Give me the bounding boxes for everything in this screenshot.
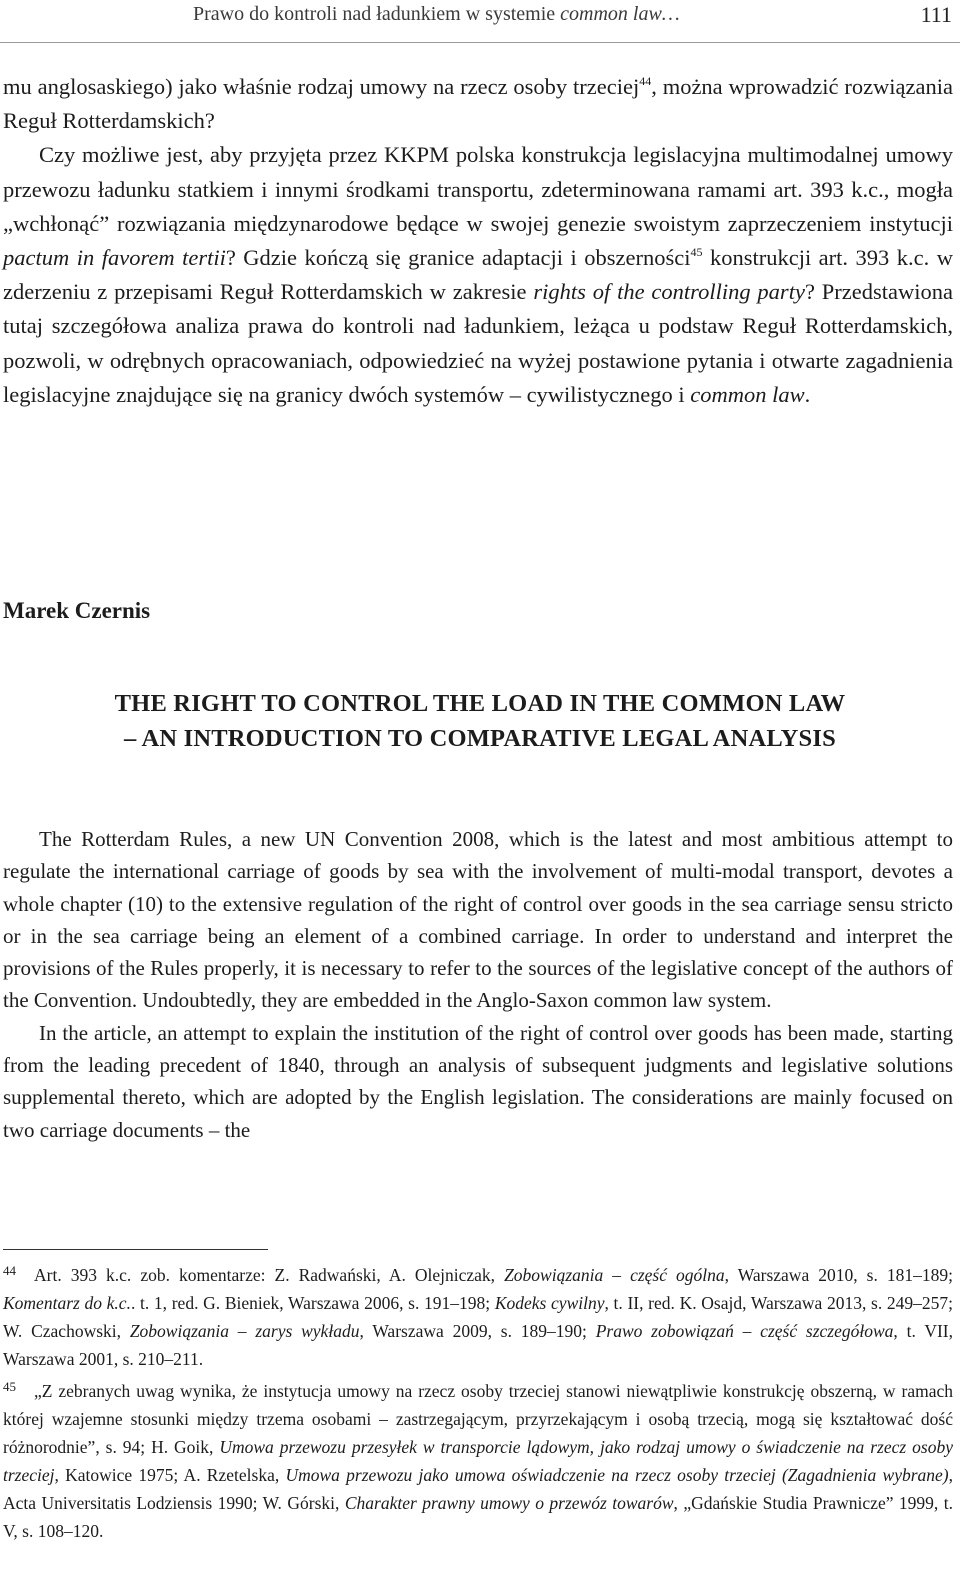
text-run: , t. VII, Warszawa 2001, s. 210–211. [3,1321,953,1369]
italic-term: common law [690,381,805,407]
text-run: „Z zebranych uwag wynika, że instytucja umowy na rzecz osoby trzeciej stanowi niewątpliwie konstrukcję obszerną, w ramach której wzajemne stosunki między trzema osobami – zastrzegającym, przyrzekającym i osobą trzecią, mogą się kształtować dość różnorodnie”, s. 94; H. Goik, [3,1381,953,1457]
title-line-2: – AN INTRODUCTION TO COMPARATIVE LEGAL ANALYSIS [124,725,836,752]
text-run: konstrukcji art. 393 k.c. w zderzeniu z przepisami Reguł Rotterdamskich w zakresie [3,245,953,305]
italic-title: Kodeks cywilny [494,1293,605,1313]
page-header [0,0,960,43]
footnotes [3,1257,953,1545]
italic-term: rights of the controlling party [533,279,805,305]
footnote-number: 44 [3,1263,16,1278]
running-title [193,3,680,26]
text-run: mu anglosaskiego) jako właśnie rodzaj umowy na rzecz osoby trzeciej [3,74,640,99]
text-run: , „Gdańskie Studia Prawnicze” 1999, t. V, s. 108–120. [3,1493,953,1541]
abstract-paragraph-2: In the article, an attempt to explain the institution of the right of control over goods has been made, starting from the leading precedent of 1840, through an analysis of subsequent judgments and legislative solutions supplemental thereto, which are adopted by the English legislation. The considerations are mainly focused on two carriage documents – the [3,1020,953,1142]
text-run: ? Przedstawiona tutaj szczegółowa analiza prawa do kontroli nad ładunkiem, leżąca u podstaw Reguł Rotterdamskich, pozwoli, w odrębnych opracowaniach, odpowiedzieć na wyżej postawione pytania i otwarte zagadnienia legislacyjne znajdujące się na granicy dwóch systemów – cywilistycznego i [3,279,953,407]
text-run: , można wprowadzić rozwiązania Reguł Rotterdamskich? [3,74,954,134]
italic-term: pactum in favorem tertii [3,245,226,271]
italic-title: Umowa przewozu przesyłek w transporcie lądowym, jako rodzaj umowy o świadczenie na rzecz osoby trzeciej [3,1437,953,1485]
footnote-44 [3,1257,953,1373]
text-run: . [804,381,811,407]
author-name: Marek Czernis [3,598,151,623]
footnote-ref-45: 45 [690,245,703,260]
italic-title: Umowa przewozu jako umowa oświadczenie na rzecz osoby trzeciej (Zagadnienia wybrane) [285,1465,949,1485]
italic-title: Zobowiązania – część ogólna [504,1265,725,1285]
footnote-45 [3,1373,953,1545]
italic-title: Prawo zobowiązań – część szczegółowa [595,1321,894,1341]
page-number: 111 [920,2,952,27]
text-run: , Katowice 1975; A. Rzetelska, [54,1465,286,1485]
running-title-text: Prawo do kontroli nad ładunkiem w systemie [193,3,561,25]
italic-title: Komentarz do k.c. [3,1293,131,1313]
text-run: , Warszawa 2010, s. 181–189; [724,1265,953,1285]
paragraph-1 [3,70,953,138]
text-run: , t. II, red. K. Osajd, Warszawa 2013, s. 249–257; W. Czachowski, [3,1293,953,1341]
abstract [3,823,953,1146]
paragraph-2 [3,138,953,412]
body-text [3,70,953,412]
text-run: ? Gdzie kończą się granice adaptacji i obszerności [225,245,691,271]
title-line-1: THE RIGHT TO CONTROL THE LOAD IN THE COMMON LAW [114,690,846,717]
text-run: , Warszawa 2009, s. 189–190; [359,1321,596,1341]
italic-title: Zobowiązania – zarys wykładu [129,1321,360,1341]
article-title [0,686,960,756]
footnote-ref-44: 44 [639,74,652,88]
text-run: , Acta Universitatis Lodziensis 1990; W. Górski, [3,1465,953,1513]
text-run: Czy możliwe jest, aby przyjęta przez KKPM polska konstrukcja legislacyjna multimodalnej umowy przewozu ładunku statkiem i innymi środkami transportu, zdeterminowana ramami art. 393 k.c., mogła „wchłonąć” rozwiązania międzynarodowe będące w swojej genezie swoistym zaprzeczeniem instytucji [3,142,953,236]
footnote-divider [3,1249,268,1250]
text-run: . t. 1, red. G. Bieniek, Warszawa 2006, s. 191–198; [130,1293,495,1313]
abstract-paragraph-1: The Rotterdam Rules, a new UN Convention 2008, which is the latest and most ambitious attempt to regulate the international carriage of goods by sea with the involvement of multi-modal transport, devotes a whole chapter (10) to the extensive regulation of the right of control over goods in the sea carriage sensu stricto or in the sea carriage being an element of a combined carriage. In order to understand and interpret the provisions of the Rules properly, it is necessary to refer to the sources of the legislative concept of the authors of the Convention. Undoubtedly, they are embedded in the Anglo-Saxon common law system. [3,827,953,1013]
italic-title: Charakter prawny umowy o przewóz towarów [344,1493,674,1513]
running-title-italic: common law… [560,3,680,25]
text-run: Art. 393 k.c. zob. komentarze: Z. Radwański, A. Olejniczak, [34,1265,505,1285]
footnote-number: 45 [3,1379,16,1394]
